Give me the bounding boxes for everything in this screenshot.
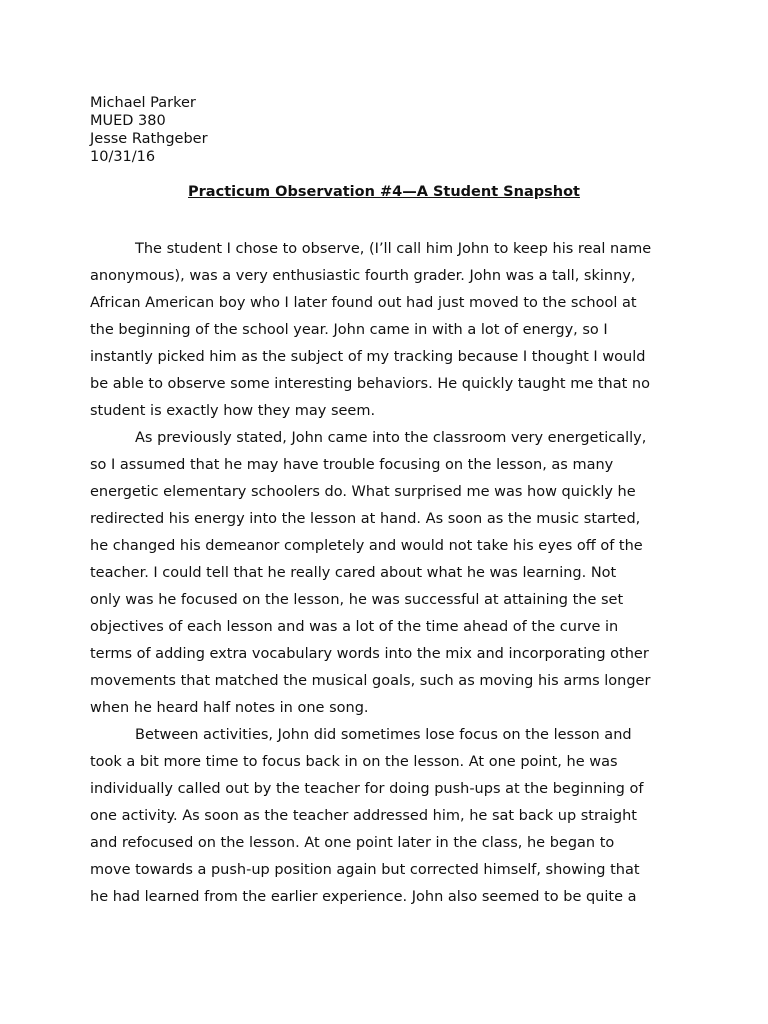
body-line: African American boy who I later found out had just moved to the school at: [90, 295, 637, 311]
body-line: the beginning of the school year. John came in with a lot of energy, so I: [90, 322, 608, 338]
body-line: one activity. As soon as the teacher addressed him, he sat back up straight: [90, 808, 637, 824]
body-line: As previously stated, John came into the classroom very energetically,: [135, 430, 647, 446]
body-line: teacher. I could tell that he really cared about what he was learning. Not: [90, 565, 617, 581]
instructor-name: Jesse Rathgeber: [90, 131, 208, 147]
body-line: individually called out by the teacher for doing push-ups at the beginning of: [90, 781, 644, 797]
body-line: move towards a push-up position again but corrected himself, showing that: [90, 862, 640, 878]
body-line: The student I chose to observe, (I’ll call him John to keep his real name: [135, 241, 652, 257]
body-line: instantly picked him as the subject of my tracking because I thought I would: [90, 349, 646, 365]
body-line: redirected his energy into the lesson at hand. As soon as the music started,: [90, 511, 641, 527]
body-line: when he heard half notes in one song.: [90, 700, 369, 716]
body-line: objectives of each lesson and was a lot of the time ahead of the curve in: [90, 619, 619, 635]
body-line: he changed his demeanor completely and would not take his eyes off of the: [90, 538, 643, 554]
body-line: anonymous), was a very enthusiastic fourth grader. John was a tall, skinny,: [90, 268, 636, 284]
header-block: [90, 94, 208, 166]
course-code: MUED 380: [90, 113, 166, 129]
body-line: and refocused on the lesson. At one point later in the class, he began to: [90, 835, 615, 851]
author-name: Michael Parker: [90, 95, 196, 111]
body-text: [90, 236, 690, 911]
document-title: Practicum Observation #4—A Student Snapshot: [188, 184, 580, 200]
body-line: he had learned from the earlier experience. John also seemed to be quite a: [90, 889, 637, 905]
body-line: be able to observe some interesting behaviors. He quickly taught me that no: [90, 376, 650, 392]
body-line: took a bit more time to focus back in on the lesson. At one point, he was: [90, 754, 618, 770]
body-line: terms of adding extra vocabulary words into the mix and incorporating other: [90, 646, 649, 662]
document-date: 10/31/16: [90, 149, 156, 165]
body-line: so I assumed that he may have trouble focusing on the lesson, as many: [90, 457, 614, 473]
body-line: student is exactly how they may seem.: [90, 403, 376, 419]
body-line: energetic elementary schoolers do. What surprised me was how quickly he: [90, 484, 636, 500]
body-line: Between activities, John did sometimes lose focus on the lesson and: [135, 727, 632, 743]
body-line: only was he focused on the lesson, he was successful at attaining the set: [90, 592, 624, 608]
body-line: movements that matched the musical goals, such as moving his arms longer: [90, 673, 651, 689]
